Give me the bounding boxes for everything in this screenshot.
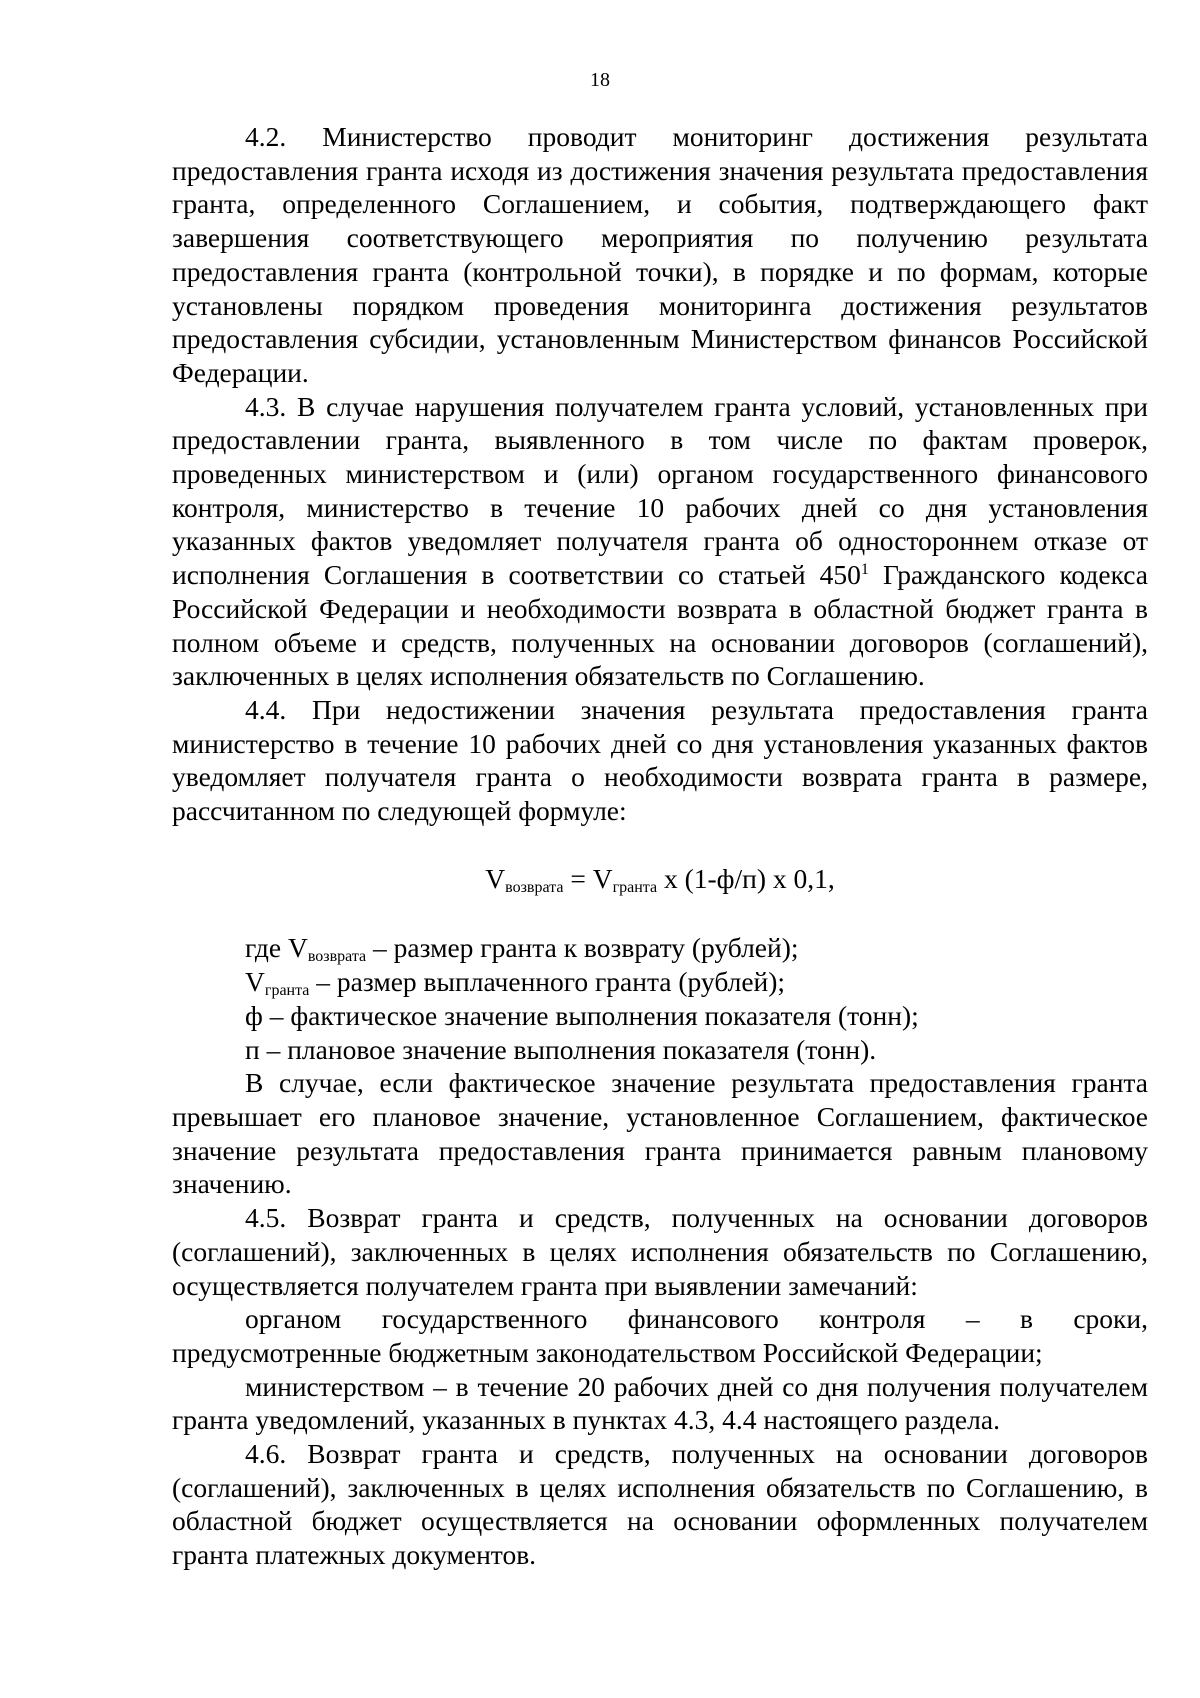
paragraph-4-6: 4.6. Возврат гранта и средств, полученных на основании договоров (соглашений), заключенных в целях исполнения обязательств по Соглашению, в областной бюджет осуществляется на основании оформленных получателем гранта платежных документов. xyxy=(172,1438,1148,1571)
article-superscript: 1 xyxy=(860,561,869,579)
paragraph-4-5-b: министерством – в течение 20 рабочих дней со дня получения получателем гранта уведомлений, указанных в пунктах 4.3, 4.4 настоящего раздела. xyxy=(172,1370,1148,1436)
where-line-1 xyxy=(172,931,1148,965)
paragraph-4-4: 4.4. При недостижении значения результата предоставления гранта министерство в течение 10 рабочих дней со дня установления указанных фактов уведомляет получателя гранта о необходимости возврата гранта в размере, рассчитанном по следующей формуле: xyxy=(172,693,1148,827)
formula-eq: = V xyxy=(563,862,613,894)
formula-sub-return: возврата xyxy=(505,878,564,896)
paragraph-4-3-text-end: Гражданского кодекса Российской Федерации и необходимости возврата в областной бюджет гранта в полном объеме и средств, полученных на основании договоров (соглашений), заключенных в целях исполнения обязательств по Соглашению. xyxy=(172,559,1148,692)
where-definition-2: – размер выплаченного гранта (рублей); xyxy=(309,966,786,998)
formula-v: V xyxy=(485,862,506,894)
paragraph-4-3-text: 4.3. В случае нарушения получателем гранта условий, установленных при предоставлении гранта, выявленного в том числе по фактам проверок, проведенных министерством и (или) органом государственного финансового контроля, министерство в течение 10 рабочих дней со дня установления указанных фактов уведомляет получателя гранта об одностороннем отказе от исполнения Соглашения в соответствии со статьей 450 xyxy=(172,390,1148,591)
where-line-4: п – плановое значение выполнения показателя (тонн). xyxy=(245,1033,877,1065)
paragraph-4-2: 4.2. Министерство проводит мониторинг достижения результата предоставления гранта исходя из достижения значения результата предоставления гранта, определенного Соглашением, и события, подтверждающего факт завершения соответствующего мероприятия по получению результата предоставления гранта (контрольной точки), в порядке и по формам, которые установлены порядком проведения мониторинга достижения результатов предоставления субсидии, установленным Министерством финансов Российской Федерации. xyxy=(172,121,1148,388)
formula xyxy=(172,862,1148,896)
paragraph-4-3 xyxy=(172,390,1148,693)
where-sub-grant: гранта xyxy=(264,982,310,1000)
formula-sub-grant: гранта xyxy=(612,878,658,896)
where-sub-return: возврата xyxy=(307,948,367,966)
page-number: 18 xyxy=(590,69,610,91)
paragraph-4-5-a: органом государственного финансового контроля – в сроки, предусмотренные бюджетным законодательством Российской Федерации; xyxy=(172,1303,1148,1368)
where-definition: – размер гранта к возврату (рублей); xyxy=(366,932,799,964)
paragraph-4-5: 4.5. Возврат гранта и средств, полученных на основании договоров (соглашений), заключенных в целях исполнения обязательств по Соглашению, осуществляется получателем гранта при выявлении замечаний: xyxy=(172,1202,1148,1301)
where-line-2 xyxy=(172,965,1148,999)
paragraph-case: В случае, если фактическое значение результата предоставления гранта превышает его плановое значение, установленное Соглашением, фактическое значение результата предоставления гранта принимается равным плановому значению. xyxy=(172,1067,1148,1200)
document-body xyxy=(172,120,1148,1572)
formula-rest: х (1-ф/п) х 0,1, xyxy=(657,862,835,894)
where-line-3: ф – фактическое значение выполнения показателя (тонн); xyxy=(245,999,919,1031)
where-prefix-2: V xyxy=(245,966,265,998)
where-prefix: где V xyxy=(245,932,308,964)
